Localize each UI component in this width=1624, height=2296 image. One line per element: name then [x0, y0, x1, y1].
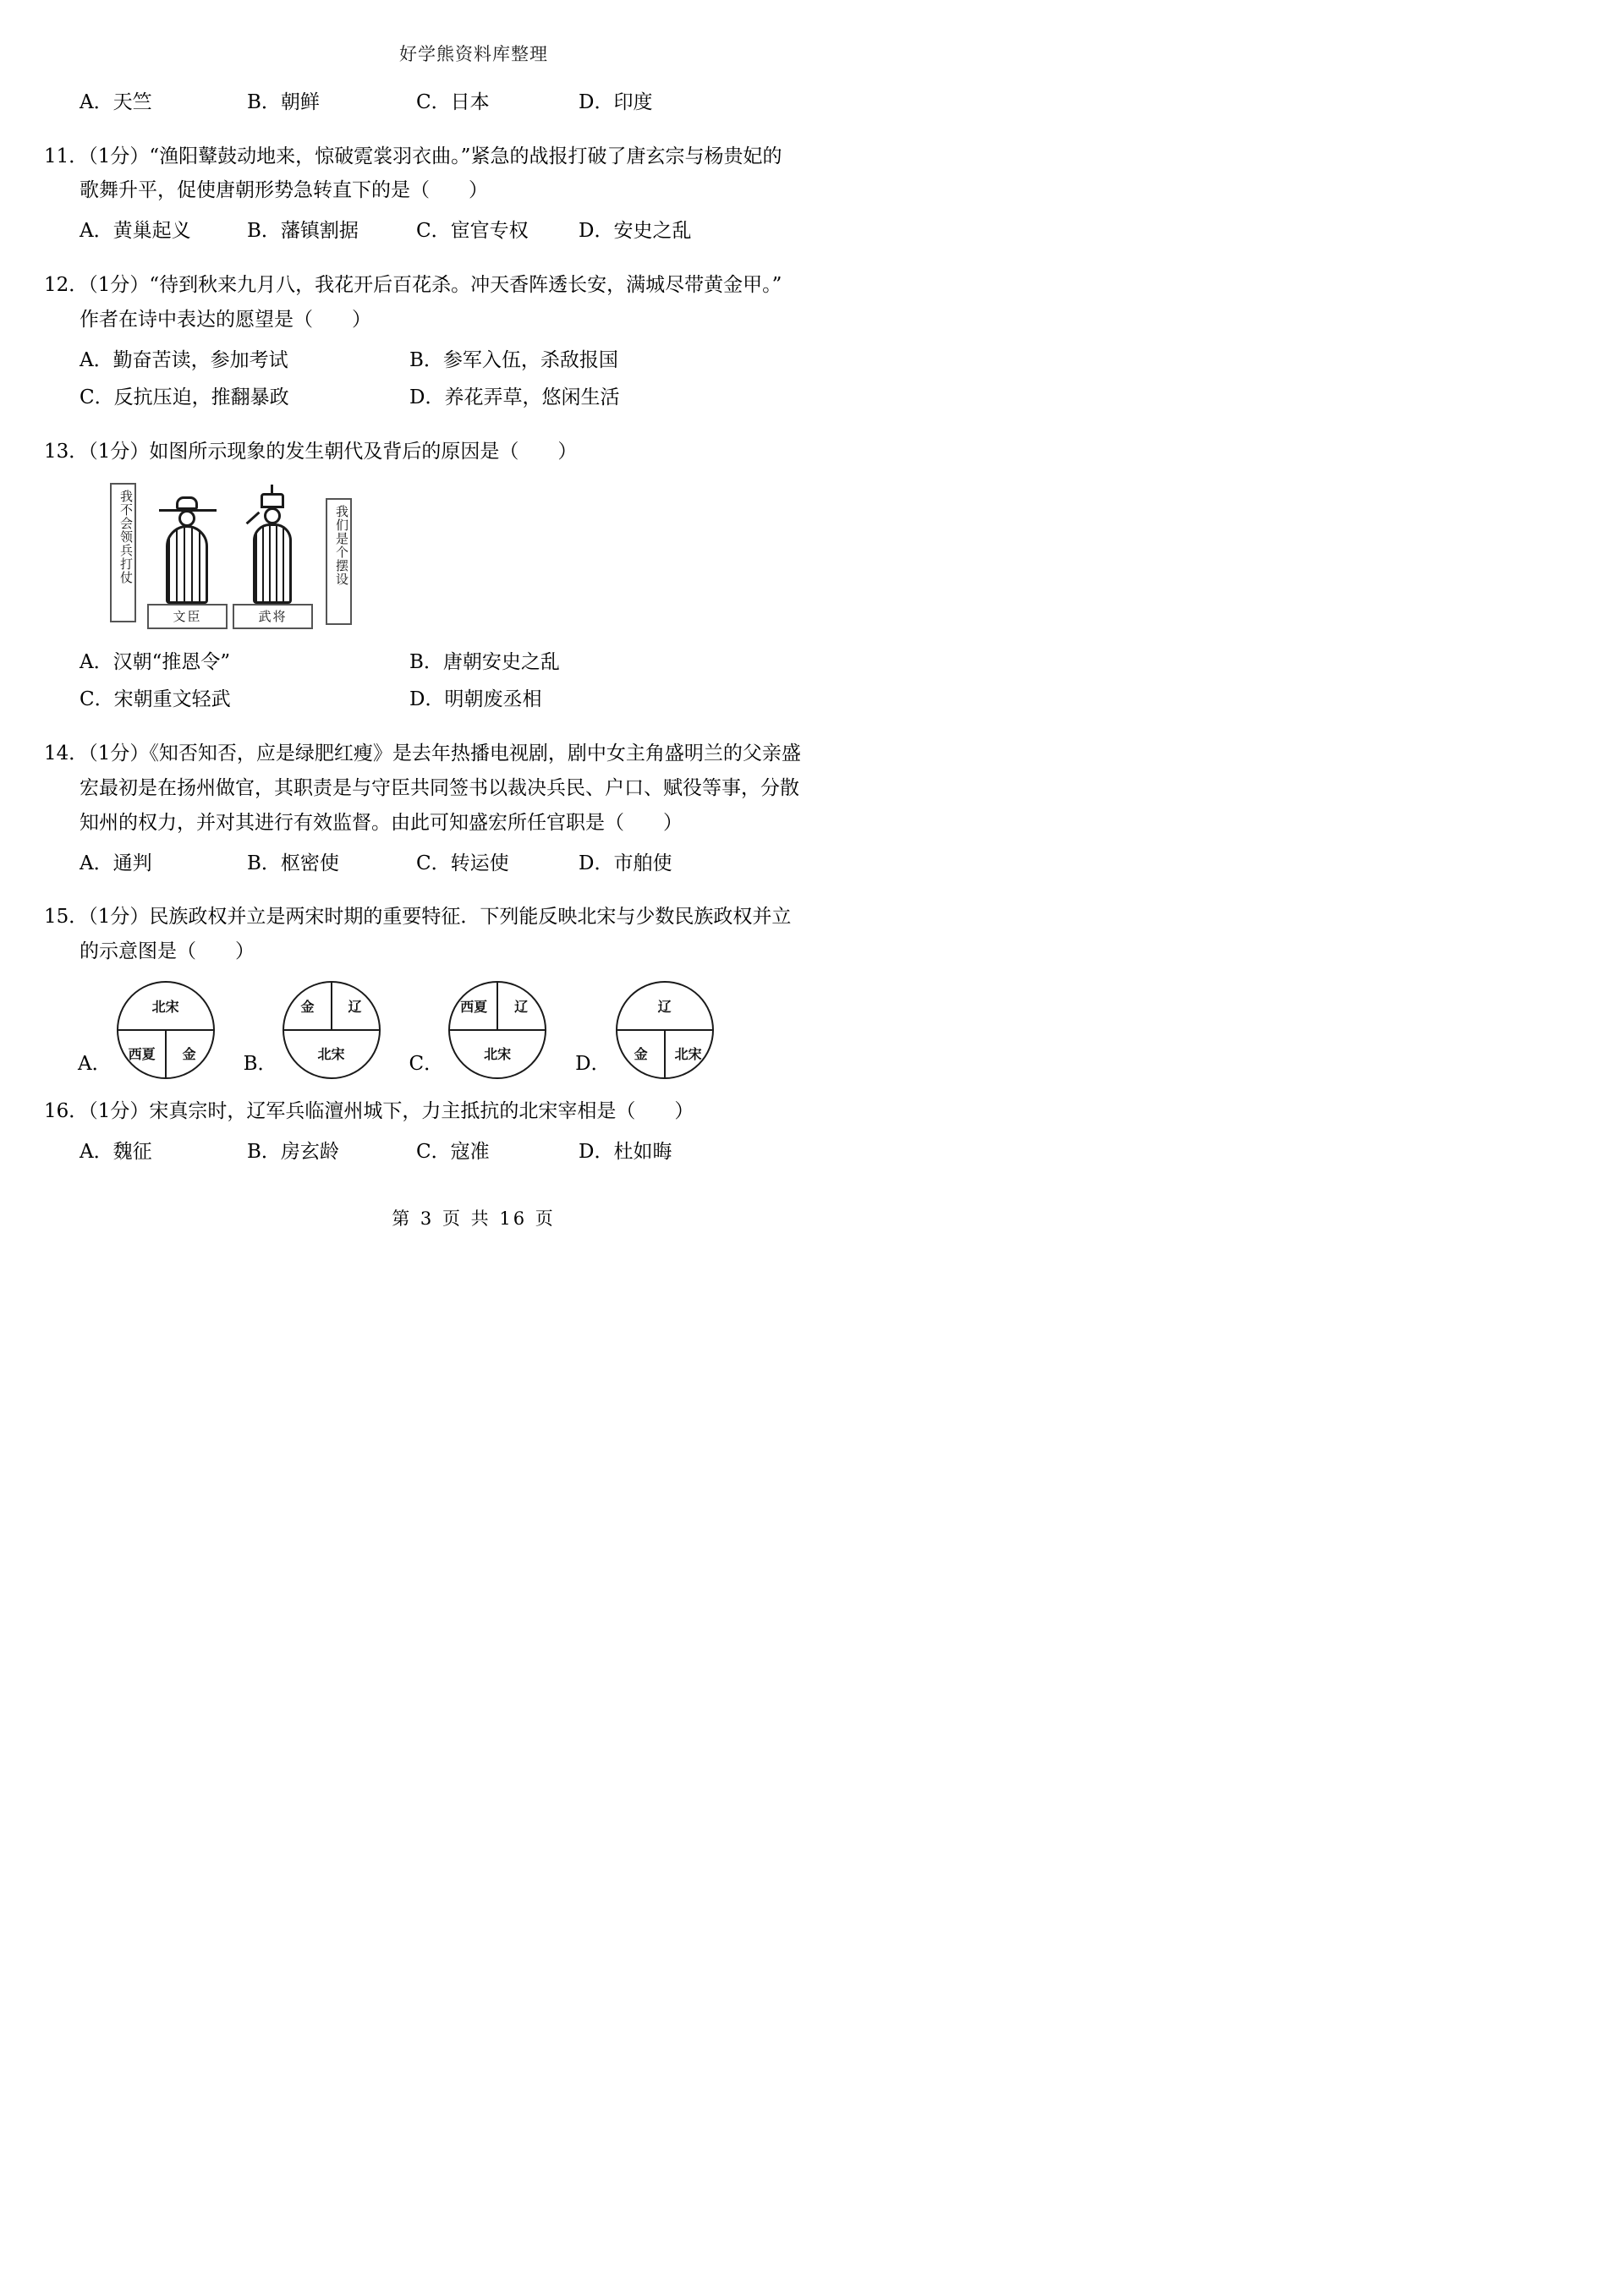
option-b[interactable]: B．唐朝安史之乱 [409, 650, 560, 673]
option-b[interactable]: B．房玄龄 [247, 1140, 339, 1163]
question-15-score: （1分） [88, 906, 150, 928]
diagram-a-label: A． [78, 1052, 112, 1075]
diagram-c-label: C． [409, 1052, 444, 1075]
question-14-number: 14． [44, 742, 89, 764]
question-14-stem-line-2: 宏最初是在扬州做官，其职责是与守臣共同签书以裁决兵民、户口、赋役等事，分散 [80, 776, 799, 799]
diagram-a-circle [117, 981, 215, 1079]
option-b[interactable]: B．藩镇割据 [247, 220, 359, 243]
question-15-diagram-options [44, 981, 903, 1079]
option-c[interactable]: C．反抗压迫，推翻暴政 [80, 386, 289, 409]
option-d[interactable]: D．养花弄草，悠闲生活 [409, 386, 620, 409]
question-14-stem-line-1: 14．（1分）《知否知否，应是绿肥红瘦》是去年热播电视剧，剧中女主角盛明兰的父亲盛 [44, 742, 801, 764]
question-15-stem-line-1: 15．（1分）民族政权并立是两宋时期的重要特征．下列能反映北宋与少数民族政权并立 [44, 906, 792, 928]
option-c[interactable]: C．寇准 [416, 1140, 490, 1163]
question-14 [44, 737, 903, 878]
question-13-figure [44, 483, 903, 639]
question-15-number: 15． [44, 906, 89, 928]
question-11-number: 11． [44, 145, 89, 167]
diagram-c-circle [448, 981, 546, 1079]
option-c[interactable]: C．转运使 [416, 852, 509, 874]
diagram-option-b[interactable] [244, 981, 403, 1079]
exam-page [0, 0, 947, 1340]
civil-official-figure [147, 488, 228, 638]
figure-left-caption: 我不会领兵打仗 [110, 483, 136, 622]
option-d[interactable]: D．市舶使 [579, 852, 672, 874]
option-b[interactable]: B．参军入伍，杀敌报国 [409, 348, 618, 371]
question-14-options [44, 849, 903, 879]
diagram-b-bottom: 北宋 [317, 1046, 345, 1063]
footer-middle: 页 共 [442, 1208, 491, 1230]
question-15-stem-line-2: 的示意图是（ ） [80, 940, 255, 962]
page-header-watermark: 好学熊资料库整理 [399, 44, 548, 64]
question-13-number: 13． [44, 440, 89, 463]
diagram-a-bottom-left: 西夏 [128, 1046, 156, 1063]
option-b[interactable]: B．枢密使 [247, 852, 339, 874]
question-11-stem-line-2: 歌舞升平，促使唐朝形势急转直下的是（ ） [80, 179, 488, 202]
footer-total-pages: 16 [499, 1208, 528, 1230]
diagram-d-bottom-left: 金 [634, 1046, 648, 1063]
diagram-option-d[interactable] [575, 981, 735, 1079]
question-12-options-row-2 [44, 383, 903, 413]
question-14-stem-line-3: 知州的权力，并对其进行有效监督。由此可知盛宏所任官职是（ ） [80, 811, 683, 834]
option-a[interactable]: A．天竺 [80, 91, 152, 113]
diagram-c-top-left: 西夏 [460, 999, 488, 1016]
page-footer [44, 1205, 903, 1230]
question-13-options-row-2 [44, 685, 903, 715]
question-13-score: （1分） [88, 440, 150, 463]
diagram-c-top-right: 辽 [514, 999, 529, 1016]
question-11-options [44, 216, 903, 246]
option-b[interactable]: B．朝鲜 [247, 91, 320, 113]
option-a[interactable]: A．黄巢起义 [80, 220, 191, 243]
question-13-stem-line-1: 13．（1分）如图所示现象的发生朝代及背后的原因是（ ） [44, 440, 578, 463]
option-a[interactable]: A．魏征 [80, 1140, 152, 1163]
question-12-stem-line-2: 作者在诗中表达的愿望是（ ） [80, 308, 371, 331]
question-13 [44, 435, 903, 715]
diagram-d-label: D． [575, 1052, 611, 1075]
option-d[interactable]: D．杜如晦 [579, 1140, 672, 1163]
question-16-score: （1分） [88, 1099, 150, 1122]
footer-suffix: 页 [535, 1208, 556, 1230]
question-15 [44, 900, 903, 1079]
military-general-figure [233, 488, 313, 638]
question-12-options-row-1 [44, 346, 903, 375]
question-11-stem-line-1: 11．（1分）“渔阳鼙鼓动地来，惊破霓裳羽衣曲。”紧急的战报打破了唐玄宗与杨贵妃的 [44, 145, 782, 167]
question-12-score: （1分） [88, 273, 150, 296]
figure-right-caption: 我们是个摆设 [326, 498, 352, 625]
option-d[interactable]: D．明朝废丞相 [409, 688, 542, 711]
civil-official-label: 文臣 [147, 604, 228, 629]
question-16 [44, 1094, 903, 1166]
civil-official-icon [147, 488, 228, 604]
question-10-options [44, 88, 903, 118]
question-16-options [44, 1137, 903, 1167]
diagram-b-label: B． [243, 1052, 277, 1075]
question-12 [44, 268, 903, 413]
diagram-a-top: 北宋 [151, 999, 179, 1016]
diagram-b-top-left: 金 [300, 999, 315, 1016]
question-13-options-row-1 [44, 648, 903, 677]
footer-prefix: 第 [392, 1208, 413, 1230]
diagram-d-circle [616, 981, 714, 1079]
question-14-score: （1分） [88, 742, 150, 764]
option-a[interactable]: A．汉朝“推恩令” [80, 650, 231, 673]
military-general-label: 武将 [233, 604, 313, 629]
diagram-d-bottom-right: 北宋 [674, 1046, 702, 1063]
diagram-b-circle [283, 981, 381, 1079]
diagram-option-a[interactable] [78, 981, 237, 1079]
diagram-a-bottom-right: 金 [182, 1046, 196, 1063]
figure-characters [147, 488, 313, 638]
option-d[interactable]: D．印度 [579, 91, 653, 113]
option-a[interactable]: A．勤奋苦读，参加考试 [80, 348, 288, 371]
diagram-b-top-right: 辽 [348, 999, 362, 1016]
option-c[interactable]: C．宦官专权 [416, 220, 529, 243]
option-c[interactable]: C．日本 [416, 91, 490, 113]
footer-page-number: 3 [420, 1208, 435, 1230]
option-d[interactable]: D．安史之乱 [579, 220, 692, 243]
diagram-c-bottom: 北宋 [484, 1046, 512, 1063]
option-a[interactable]: A．通判 [80, 852, 152, 874]
question-16-number: 16． [44, 1099, 89, 1122]
question-12-number: 12． [44, 273, 89, 296]
question-11 [44, 140, 903, 246]
question-12-stem-line-1: 12．（1分）“待到秋来九月八，我花开后百花杀。冲天香阵透长安，满城尽带黄金甲。” [44, 273, 782, 296]
option-c[interactable]: C．宋朝重文轻武 [80, 688, 231, 711]
question-11-score: （1分） [88, 145, 150, 167]
diagram-option-c[interactable] [409, 981, 569, 1079]
military-general-icon [233, 488, 313, 604]
question-16-stem-line-1: 16．（1分）宋真宗时，辽军兵临澶州城下，力主抵抗的北宋宰相是（ ） [44, 1099, 694, 1122]
diagram-d-top: 辽 [657, 999, 672, 1016]
